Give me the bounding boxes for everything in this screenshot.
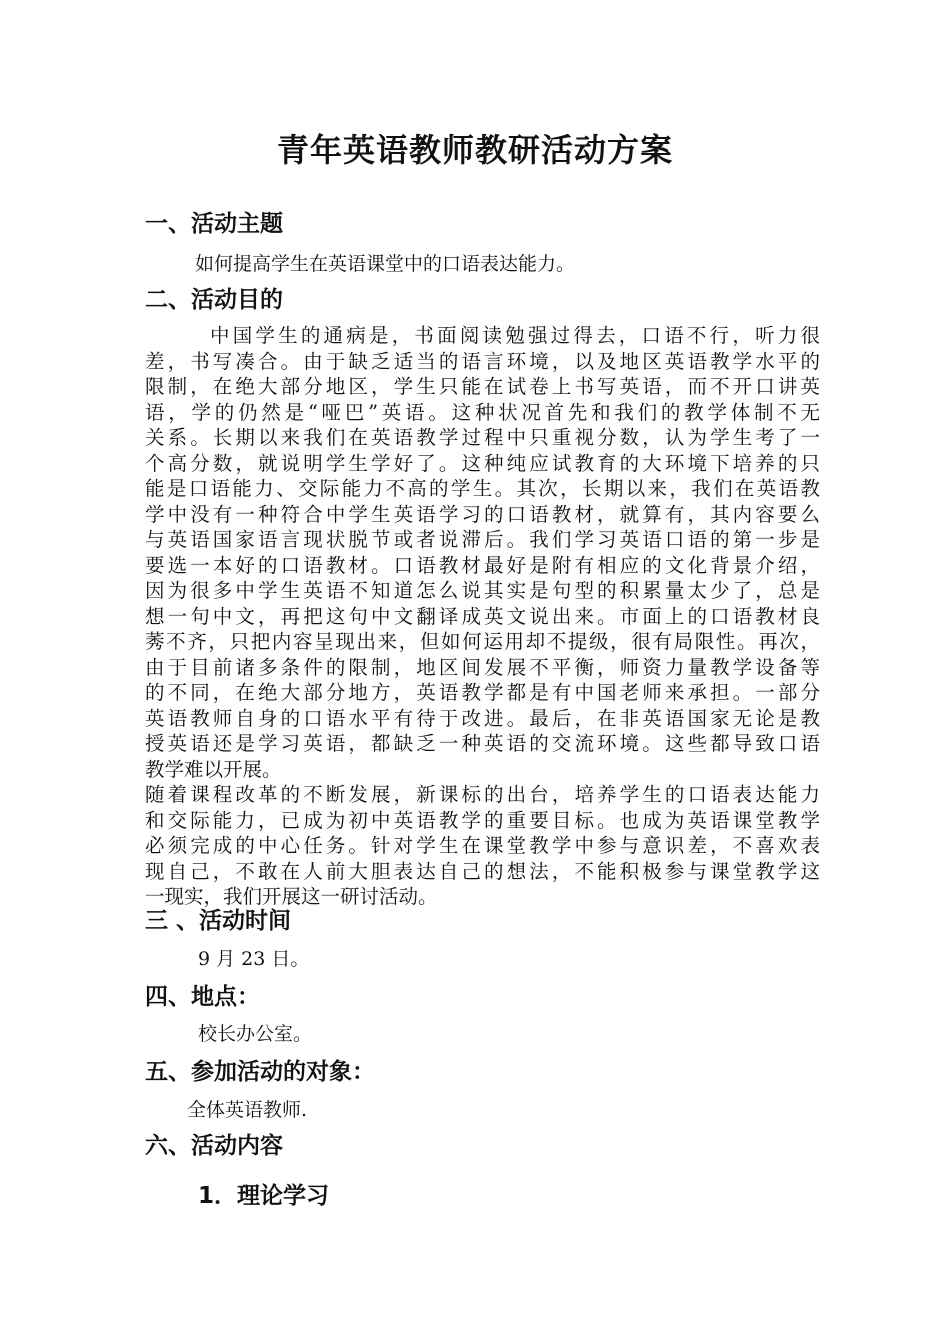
paragraph-line: 能是口语能力、交际能力不高的学生。其次，长期以来，我们在英语教 (145, 477, 820, 500)
section-content-time: 9 月 23 日。 (198, 948, 310, 970)
subheading-theory-study: 1．理论学习 (198, 1183, 330, 1209)
section-content-location: 校长办公室。 (198, 1023, 313, 1045)
document-title: 青年英语教师教研活动方案 (276, 131, 673, 169)
paragraph-line: 因为很多中学生英语不知道怎么说其实是句型的积累量太少了，总是 (145, 579, 820, 602)
paragraph-line: 一现实，我们开展这一研讨活动。 (145, 885, 438, 908)
paragraph-line: 和交际能力，已成为初中英语教学的重要目标。也成为英语课堂教学 (145, 808, 820, 832)
section-heading-theme: 一、活动主题 (145, 211, 283, 237)
paragraph-line: 英语教师自身的口语水平有待于改进。最后，在非英语国家无论是教 (145, 706, 820, 730)
paragraph-line: 现自己，不敢在人前大胆表达自己的想法，不能积极参与课堂教学这 (145, 859, 820, 883)
section-heading-location: 四、地点： (145, 984, 260, 1010)
paragraph-line: 中国学生的通病是，书面阅读勉强过得去，口语不行，听力很 (210, 324, 820, 347)
section-heading-purpose: 二、活动目的 (145, 287, 283, 313)
paragraph-line: 随着课程改革的不断发展，新课标的出台，培养学生的口语表达能力 (145, 783, 820, 806)
section-content-participants: 全体英语教师. (187, 1099, 308, 1121)
paragraph-line: 与英语国家语言现状脱节或者说滞后。我们学习英语口语的第一步是 (145, 528, 820, 551)
paragraph-line: 学中没有一种符合中学生英语学习的口语教材，就算有，其内容要么 (145, 502, 820, 526)
paragraph-line: 必须完成的中心任务。针对学生在课堂教学中参与意识差，不喜欢表 (145, 834, 820, 857)
paragraph-line: 要选一本好的口语教材。口语教材最好是附有相应的文化背景介绍， (145, 553, 820, 577)
paragraph-line: 限制，在绝大部分地区，学生只能在试卷上书写英语，而不开口讲英 (145, 375, 820, 398)
paragraph-line: 关系。长期以来我们在英语教学过程中只重视分数，认为学生考了一 (145, 426, 820, 449)
paragraph-line: 个高分数，就说明学生学好了。这种纯应试教育的大环境下培养的只 (145, 451, 820, 475)
paragraph-line: 教学难以开展。 (145, 757, 282, 781)
paragraph-line: 语，学的仍然是“哑巴”英语。这种状况首先和我们的教学体制不无 (145, 400, 820, 424)
paragraph-line: 莠不齐，只把内容呈现出来，但如何运用却不提级，很有局限性。再次， (145, 630, 820, 653)
paragraph-line: 授英语还是学习英语，都缺乏一种英语的交流环境。这些都导致口语 (145, 732, 820, 755)
section-body-purpose (145, 323, 820, 910)
paragraph-line: 由于目前诸多条件的限制，地区间发展不平衡，师资力量教学设备等 (145, 655, 820, 679)
section-heading-participants: 五、参加活动的对象： (145, 1059, 375, 1085)
paragraph-line: 的不同，在绝大部分地方，英语教学都是有中国老师来承担。一部分 (145, 681, 820, 704)
paragraph-line: 想一句中文，再把这句中文翻译成英文说出来。市面上的口语教材良 (145, 604, 820, 628)
paragraph-line: 差，书写凑合。由于缺乏适当的语言环境，以及地区英语教学水平的 (145, 349, 820, 373)
section-heading-time: 三 、活动时间 (145, 908, 292, 934)
section-heading-content: 六、活动内容 (145, 1133, 283, 1159)
section-content-theme: 如何提高学生在英语课堂中的口语表达能力。 (195, 253, 576, 275)
